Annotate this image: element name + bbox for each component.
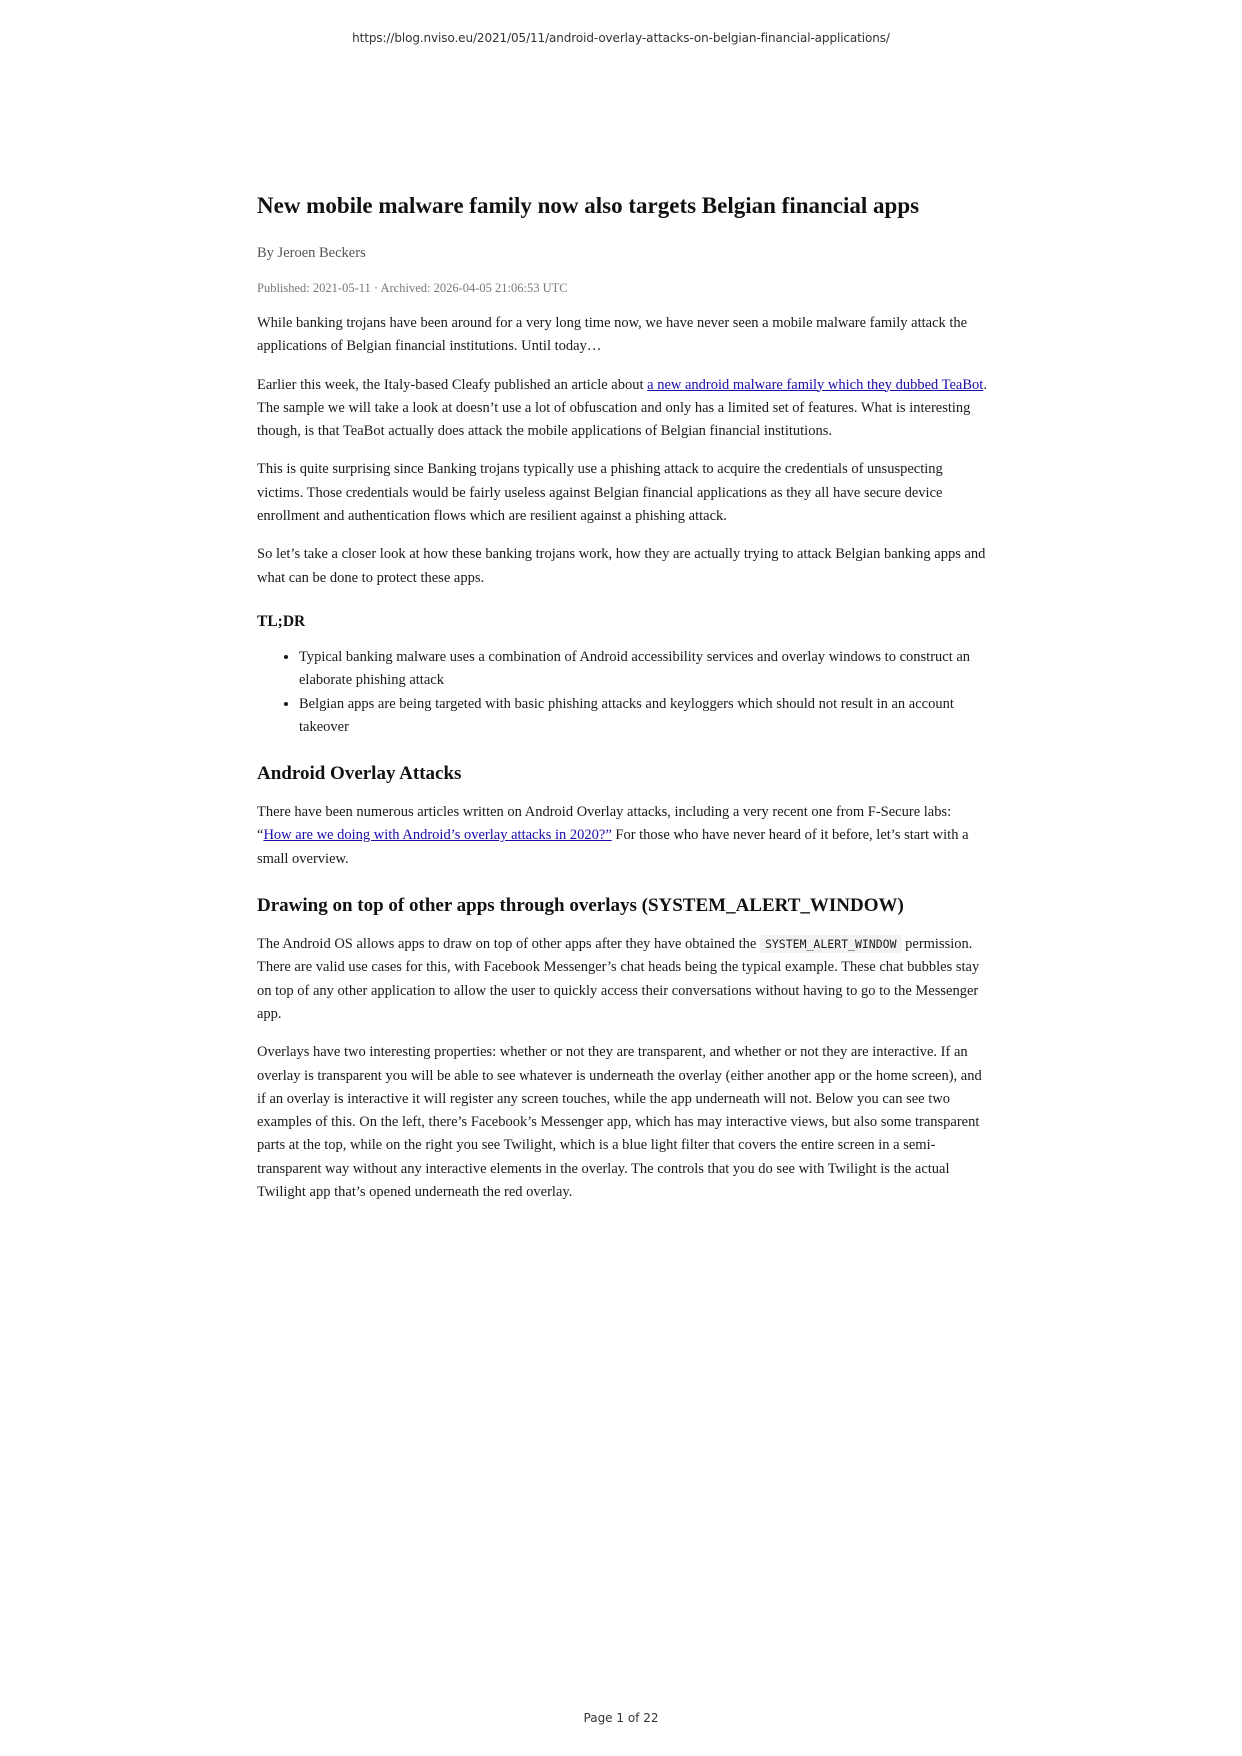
article (257, 190, 989, 1219)
system-alert-window-code: SYSTEM_ALERT_WINDOW (760, 935, 902, 953)
paragraph-phishing: This is quite surprising since Banking trojans typically use a phishing attack to acquire the credentials of unsuspecting victims. Those credentials would be fairly useless against Belgian financial applications as they all have secure device enrollment and authentication flows which are resilient against a phishing attack. (257, 461, 943, 525)
tldr-list (257, 646, 989, 739)
article-byline: By Jeroen Beckers (257, 245, 366, 261)
paragraph-intro: While banking trojans have been around for a very long time now, we have never seen a mobile malware family attack the applications of Belgian financial institutions. Until today… (257, 315, 968, 355)
section-heading-overlay-attacks: Android Overlay Attacks (257, 763, 462, 785)
paragraph-saw-text-before: The Android OS allows apps to draw on top of other apps after they have obtained the (257, 936, 760, 953)
section-heading-system-alert-window: Drawing on top of other apps through overlays (SYSTEM_ALERT_WINDOW) (257, 895, 904, 917)
paragraph-overlay-properties: Overlays have two interesting properties: whether or not they are transparent, and whether or not they are interactive. If an overlay is transparent you will be able to see whatever is underneath the overlay (either another app or the home screen), and if an overlay is interactive it will register any screen touches, while the app underneath will not. Below you can see two examples of this. On the left, there’s Facebook’s Messenger app, which has may interactive views, but also some transparent parts at the top, while on the right you see Twilight, which is a blue light filter that covers the entire screen in a semi-transparent way without any interactive elements in the overlay. The controls that you do see with Twilight is the actual Twilight app that’s opened underneath the red overlay. (257, 1044, 982, 1201)
paragraph-closer-look: So let’s take a closer look at how these banking trojans work, how they are actually trying to attack Belgian banking apps and what can be done to protect these apps. (257, 546, 986, 586)
fsecure-article-link[interactable]: How are we doing with Android’s overlay attacks in 2020?” (263, 827, 612, 844)
paragraph-fsecure-text-after: For those who have never heard of it before, let’s start with a small overview. (257, 827, 969, 867)
tldr-item: • Belgian apps are being targeted with basic phishing attacks and keyloggers which should not result in an account takeover (299, 693, 989, 740)
paragraph-fsecure (257, 801, 989, 871)
tldr-item: • Typical banking malware uses a combination of Android accessibility services and overlay windows to construct an elaborate phishing attack (299, 646, 989, 693)
teabot-article-link[interactable]: a new android malware family which they dubbed TeaBot (647, 376, 984, 393)
page-url: https://blog.nviso.eu/2021/05/11/android-overlay-attacks-on-belgian-financial-applications/ (352, 31, 890, 45)
article-title: New mobile malware family now also targets Belgian financial apps (257, 193, 920, 218)
tldr-heading: TL;DR (257, 612, 306, 630)
paragraph-system-alert-window (257, 933, 989, 1026)
paragraph-fsecure-text-before: There have been numerous articles written on Android Overlay attacks, including a very recent one from F-Secure labs: “ (257, 804, 952, 844)
paragraph-cleafy (257, 374, 989, 444)
paragraph-cleafy-text-after: . The sample we will take a look at doesn’t use a lot of obfuscation and only has a limited set of features. What is interesting though, is that TeaBot actually does attack the mobile applications of Belgian financial institutions. (257, 376, 987, 440)
page-number: Page 1 of 22 (583, 1711, 659, 1725)
paragraph-saw-text-after: permission. There are valid use cases for this, with Facebook Messenger’s chat heads being the typical example. These chat bubbles stay on top of any other application to allow the user to quickly access their conversations without having to go to the Messenger app. (257, 936, 980, 1022)
paragraph-cleafy-text-before: Earlier this week, the Italy-based Cleafy published an article about (257, 376, 648, 393)
article-meta: Published: 2021-05-11 · Archived: 2026-04-05 21:06:53 UTC (257, 281, 568, 295)
